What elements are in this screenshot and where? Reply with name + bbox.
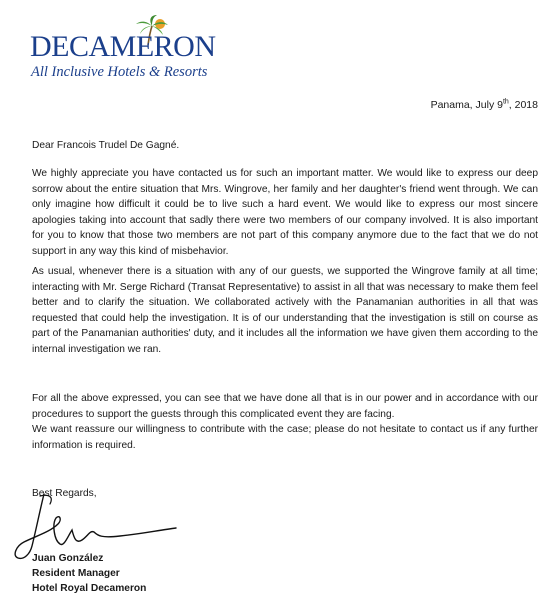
letter-date (431, 98, 538, 112)
date-year: , 2018 (508, 99, 538, 111)
logo-tagline: All Inclusive Hotels & Resorts (31, 64, 208, 80)
decameron-logo (30, 14, 250, 80)
paragraph-1: We highly appreciate you have contacted us for such an important matter. We would like to express our deep sorrow about the entire situation that Mrs. Wingrove, her family and her daughter's friend went through. We can only imagine how difficult it could be to live such a hard event. We would like to express our most sincere apologies taking into account that sadly there were two members of our company involved. It is also important for you to know that those two members are not part of this company anymore due to the fact that we do not support in any way this kind of misbehavior. (32, 168, 538, 257)
paragraph-3-part-2: We want reassure our willingness to contribute with the case; please do not hesitate to contact us if any further information is required. (32, 424, 538, 451)
closing: Best Regards, (32, 488, 97, 499)
logo-wordmark: DECAMERON (30, 30, 216, 63)
paragraph-3-part-1: For all the above expressed, you can see that we have done all that is in our power and in accordance with our procedures to support the guests through this complicated event they are facing. (32, 393, 538, 420)
signatory-title: Resident Manager (32, 568, 120, 580)
signatory-name: Juan González (32, 553, 104, 564)
date-prefix: Panama, July 9 (430, 99, 503, 111)
signatory-hotel: Hotel Royal Decameron (32, 583, 147, 595)
paragraph-2: As usual, whenever there is a situation with any of our guests, we supported the Wingrove family at all time; interacting with Mr. Serge Richard (Transat Representative) to assist in all that was necessary to make them feel better and to clarify the situation. We collaborated actively with the Panamanian authorities in all that was requested that could help the investigation. It is of our understanding that the investigation is still on course as part of the Panamanian authorities' duty, and it includes all the information we have given them according to the internal investigation we ran. (32, 266, 538, 355)
signatory-block (32, 551, 146, 597)
paragraph-3 (32, 391, 538, 453)
date-ordinal: th (502, 98, 509, 106)
salutation: Dear Francois Trudel De Gagné. (32, 140, 180, 151)
